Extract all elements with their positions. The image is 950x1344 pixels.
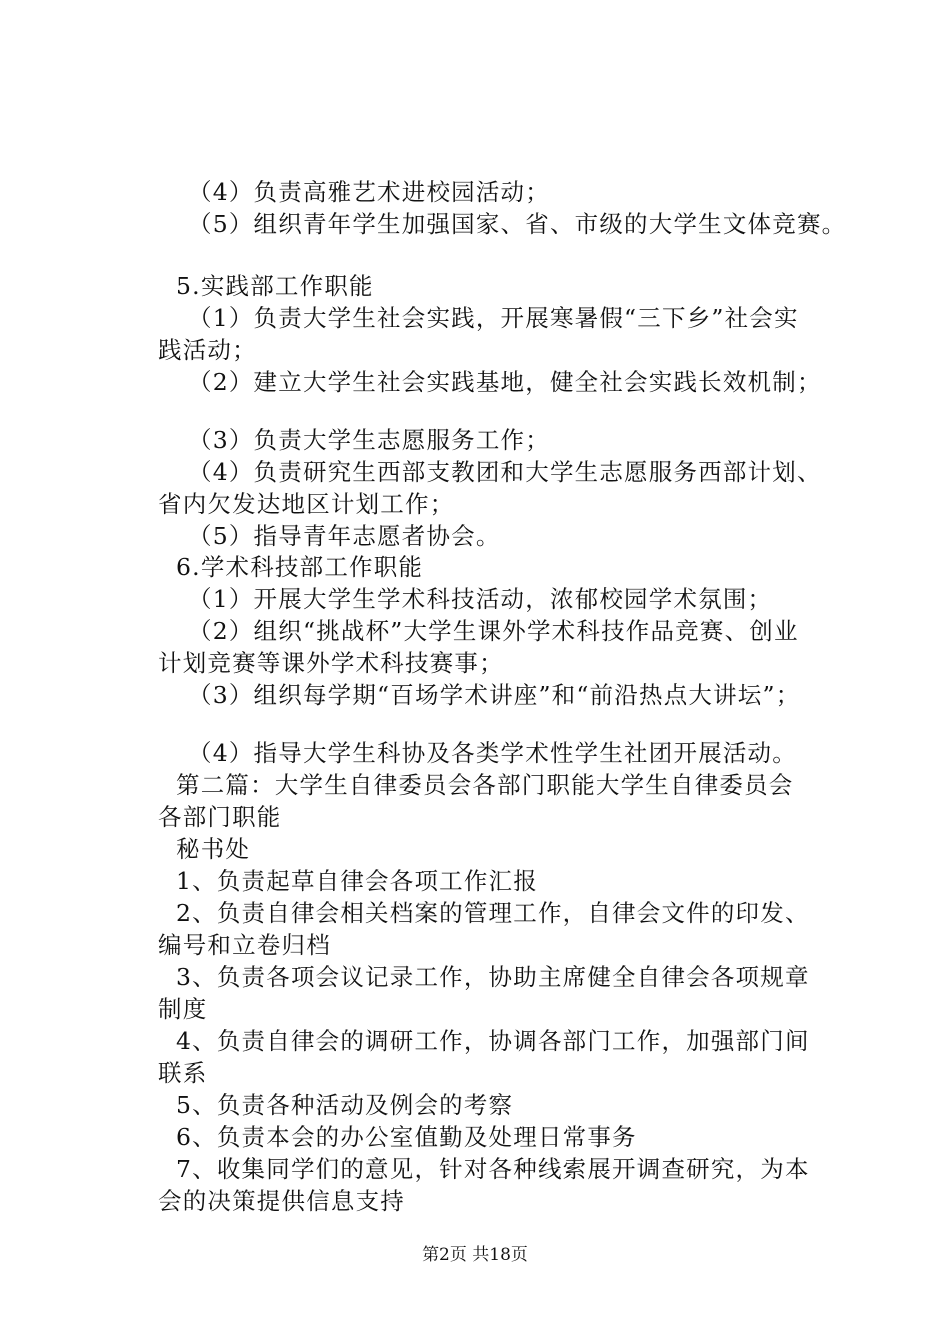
- text-line: （5）指导青年志愿者协会。: [188, 522, 501, 550]
- text-line: （2）建立大学生社会实践基地，健全社会实践长效机制；: [188, 368, 822, 396]
- text-line: 5.实践部工作职能: [176, 272, 374, 300]
- text-line: 6.学术科技部工作职能: [176, 553, 424, 581]
- text-line: 计划竞赛等课外学术科技赛事；: [158, 649, 504, 677]
- text-line: （4）负责研究生西部支教团和大学生志愿服务西部计划、: [188, 458, 822, 486]
- text-line: 各部门职能: [158, 803, 282, 831]
- text-line: 1、负责起草自律会各项工作汇报: [176, 867, 538, 895]
- text-line: 2、负责自律会相关档案的管理工作，自律会文件的印发、: [176, 899, 810, 927]
- text-line: 4、负责自律会的调研工作，协调各部门工作，加强部门间: [176, 1027, 810, 1055]
- text-line: （1）开展大学生学术科技活动，浓郁校园学术氛围；: [188, 585, 773, 613]
- text-line: （4）指导大学生科协及各类学术性学生社团开展活动。: [188, 739, 797, 767]
- text-line: 秘书处: [176, 835, 251, 863]
- text-line: 制度: [158, 995, 208, 1023]
- page-footer: 第2页 共18页: [422, 1245, 528, 1265]
- text-line: （3）组织每学期“百场学术讲座”和“前沿热点大讲坛”；: [188, 681, 801, 709]
- text-line: 6、负责本会的办公室值勤及处理日常事务: [176, 1123, 637, 1151]
- text-line: （1）负责大学生社会实践，开展寒暑假“三下乡”社会实: [188, 304, 799, 332]
- text-line: 践活动；: [158, 336, 257, 364]
- text-line: 会的决策提供信息支持: [158, 1187, 405, 1215]
- text-line: 3、负责各项会议记录工作，协助主席健全自律会各项规章: [176, 963, 810, 991]
- text-line: 5、负责各种活动及例会的考察: [176, 1091, 514, 1119]
- text-line: 7、收集同学们的意见，针对各种线索展开调查研究，为本: [176, 1155, 810, 1183]
- text-line: 联系: [158, 1059, 208, 1087]
- text-line: 省内欠发达地区计划工作；: [158, 490, 455, 518]
- text-line: （4）负责高雅艺术进校园活动；: [188, 178, 550, 206]
- text-line: 第二篇：大学生自律委员会各部门职能大学生自律委员会: [176, 771, 794, 799]
- text-line: （3）负责大学生志愿服务工作；: [188, 426, 550, 454]
- text-line: 编号和立卷归档: [158, 931, 331, 959]
- text-line: （5）组织青年学生加强国家、省、市级的大学生文体竞赛。: [188, 210, 847, 238]
- text-line: （2）组织“挑战杯”大学生课外学术科技作品竞赛、创业: [188, 617, 799, 645]
